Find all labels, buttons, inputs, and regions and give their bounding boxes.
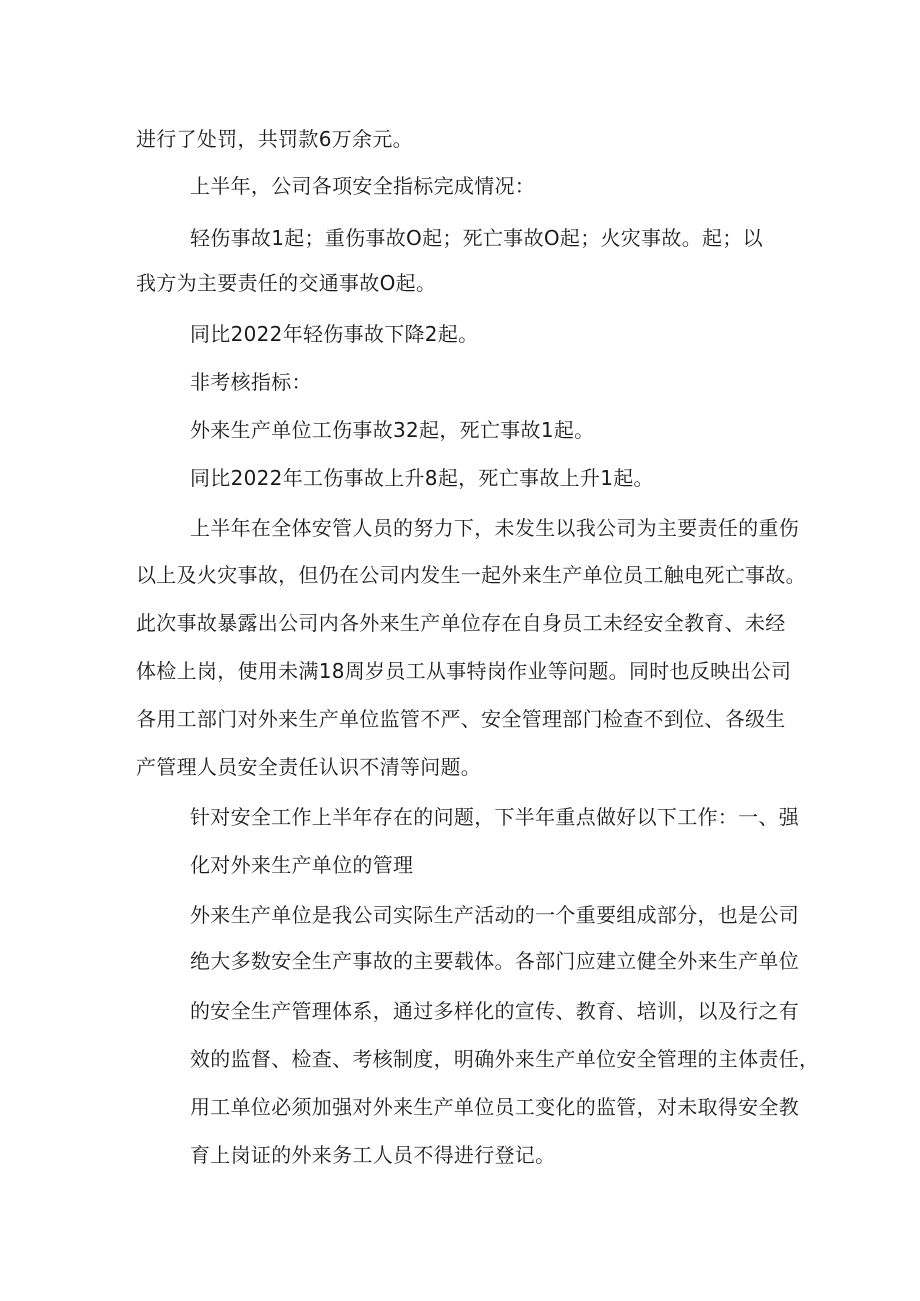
text-line: 育上岗证的外来务工人员不得进行登记。	[190, 1143, 556, 1167]
text-line: 进行了处罚，共罚款6万余元。	[136, 127, 413, 151]
text-line: 化对外来生产单位的管理	[190, 853, 414, 877]
text-line: 上半年在全体安管人员的努力下，未发生以我公司为主要责任的重伤	[190, 516, 799, 540]
text-line: 此次事故暴露出公司内各外来生产单位存在自身员工未经安全教育、未经	[136, 611, 786, 635]
text-line: 上半年，公司各项安全指标完成情况：	[190, 174, 536, 198]
text-line: 针对安全工作上半年存在的问题，下半年重点做好以下工作：一、强	[190, 805, 799, 829]
text-line: 非考核指标：	[190, 370, 312, 394]
text-line: 同比2022年轻伤事故下降2起。	[190, 322, 479, 346]
text-line: 产管理人员安全责任认识不清等问题。	[136, 755, 482, 779]
text-line: 的安全生产管理体系，通过多样化的宣传、教育、培训，以及行之有	[190, 999, 799, 1023]
text-line: 以上及火灾事故，但仍在公司内发生一起外来生产单位员工触电死亡事故。	[136, 563, 806, 587]
text-line: 轻伤事故1起；重伤事故O起；死亡事故O起；火灾事故。起；以	[190, 226, 763, 250]
text-line: 体检上岗，使用未满18周岁员工从事特岗作业等问题。同时也反映出公司	[136, 659, 792, 683]
text-line: 同比2022年工伤事故上升8起，死亡事故上升1起。	[190, 466, 654, 490]
text-line: 用工单位必须加强对外来生产单位员工变化的监管，对未取得安全教	[190, 1095, 799, 1119]
text-line: 外来生产单位是我公司实际生产活动的一个重要组成部分，也是公司	[190, 903, 799, 927]
text-line: 外来生产单位工伤事故32起，死亡事故1起。	[190, 418, 595, 442]
text-line: 效的监督、检查、考核制度，明确外来生产单位安全管理的主体责任，	[190, 1047, 820, 1071]
text-line: 各用工部门对外来生产单位监管不严、安全管理部门检查不到位、各级生	[136, 707, 786, 731]
text-line: 绝大多数安全生产事故的主要载体。各部门应建立健全外来生产单位	[190, 949, 799, 973]
text-line: 我方为主要责任的交通事故O起。	[136, 271, 437, 295]
